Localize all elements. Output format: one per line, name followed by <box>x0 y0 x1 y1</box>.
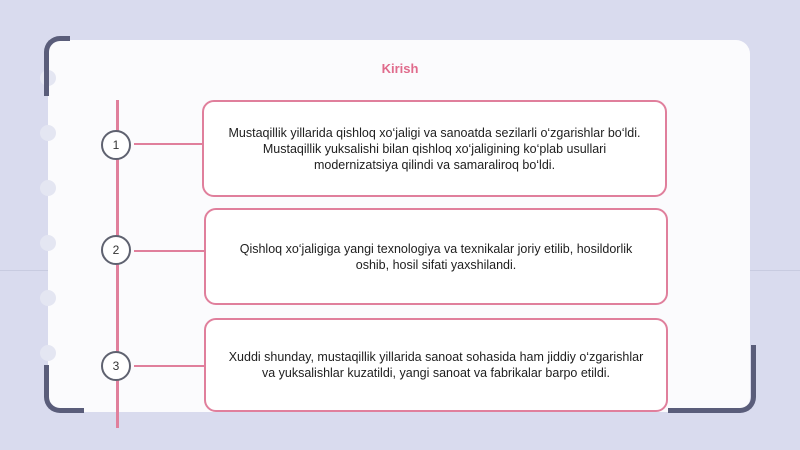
step-text-1: Mustaqillik yillarida qishloq xo‘jaligi va sanoatda sezilarli o‘zgarishlar bo‘ldi. Mustaqillik yuksalishi bilan qishloq xo‘jaligining ko‘plab usullari modernizatsiya qilindi va samaraliroq bo‘ldi. <box>228 125 641 172</box>
step-number-1: 1 <box>101 130 131 160</box>
step-box-2 <box>204 208 668 305</box>
step-box-1 <box>202 100 667 197</box>
step-connector <box>134 250 204 252</box>
notebook-hole <box>40 290 56 306</box>
step-connector <box>134 365 204 367</box>
step-connector <box>134 143 202 145</box>
slide-title: Kirish <box>381 61 419 76</box>
notebook-hole <box>40 125 56 141</box>
notebook-hole <box>40 180 56 196</box>
step-text-2: Qishloq xo‘jaligiga yangi texnologiya va texnikalar joriy etilib, hosildorlik oshib, hosil sifati yaxshilandi. <box>239 241 633 272</box>
step-number-2: 2 <box>101 235 131 265</box>
step-box-3 <box>204 318 668 412</box>
corner-bracket-bottom-right <box>668 345 756 413</box>
step-number-3: 3 <box>101 351 131 381</box>
step-text-3: Xuddi shunday, mustaqillik yillarida sanoat sohasida ham jiddiy o‘zgarishlar va yuksalishlar kuzatildi, yangi sanoat va fabrikalar barpo etildi. <box>228 350 644 380</box>
notebook-hole <box>40 345 56 361</box>
notebook-hole <box>40 235 56 251</box>
corner-bracket-bottom-left <box>44 365 84 413</box>
